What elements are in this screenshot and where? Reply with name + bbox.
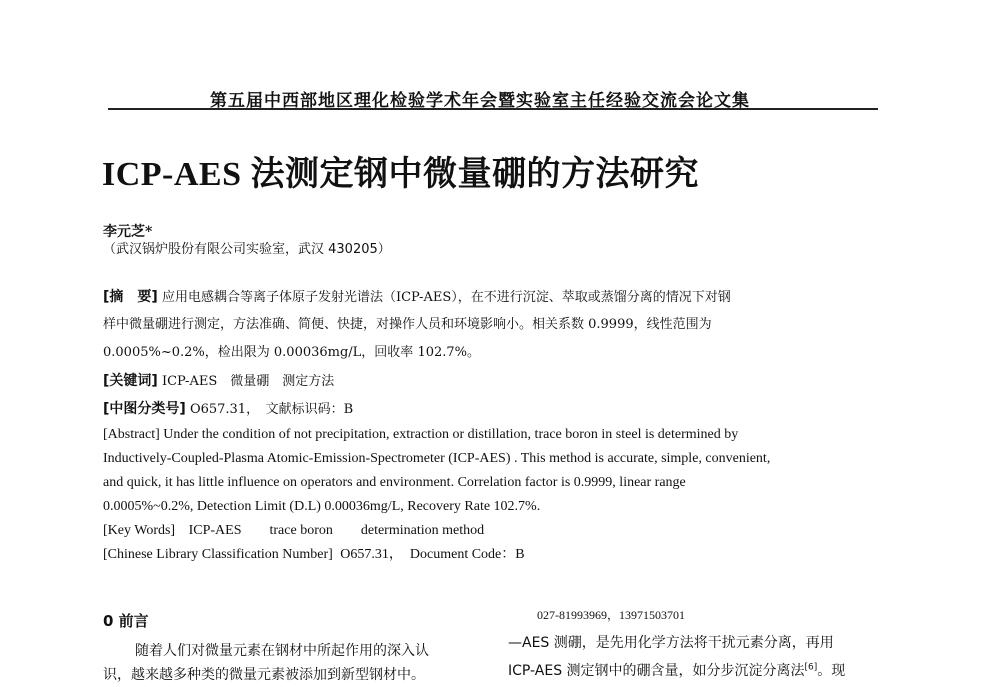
classification-en-label: [Chinese Library Classification Number] bbox=[103, 547, 333, 562]
classification-cn-value: O657.31， 文献标识码：B bbox=[189, 402, 354, 417]
section-title: 0 前言 bbox=[103, 612, 149, 630]
abstract-cn-line-1 bbox=[103, 283, 883, 311]
abstract-en-line-4: 0.0005%~0.2%, Detection Limit (D.L) 0.00036mg/L, Recovery Rate 102.7%. bbox=[103, 499, 541, 514]
body-right-line-1: —AES 测硼，是先用化学方法将干扰元素分离，再用 bbox=[508, 635, 834, 651]
classification-en bbox=[103, 543, 883, 567]
contact-phone: 027-81993969，13971503701 bbox=[537, 608, 685, 622]
abstract-cn-line-3: 0.0005%~0.2%，检出限为 0.00036mg/L，回收率 102.7%。 bbox=[103, 345, 481, 360]
abstract-cn-line-2: 样中微量硼进行测定，方法准确、简便、快捷，对操作人员和环境影响小。相关系数 0.9999，线性范围为 bbox=[103, 317, 712, 332]
abstract-cn-text-1: 应用电感耦合等离子体原子发射光谱法（ICP-AES），在不进行沉淀、萃取或蒸馏分离的情况下对钢 bbox=[161, 290, 731, 305]
body-right-line-2 bbox=[508, 660, 845, 680]
keywords-en bbox=[103, 519, 883, 543]
body-left-line-2: 识，越来越多种类的微量元素被添加到新型钢材中。 bbox=[103, 667, 425, 683]
keywords-en-value: ICP-AES trace boron determination method bbox=[188, 523, 485, 538]
keywords-cn bbox=[103, 367, 883, 395]
abstract-en-line-2: Inductively-Coupled-Plasma Atomic-Emission-Spectrometer (ICP-AES) . This method is accurate, simple, convenient, bbox=[103, 451, 771, 466]
body-left-line-1: 随着人们对微量元素在钢材中所起作用的深入认 bbox=[135, 643, 429, 659]
affiliation: （武汉锅炉股份有限公司实验室，武汉 430205） bbox=[103, 242, 391, 257]
abstract-en-line-3: and quick, it has little influence on operators and environment. Correlation factor is 0.9999, linear range bbox=[103, 475, 686, 490]
classification-cn-label: [中图分类号] bbox=[103, 401, 186, 417]
body-right-text-2-end: 。现 bbox=[817, 663, 846, 679]
author-name: 李元芝* bbox=[103, 224, 153, 240]
citation-marker: [6] bbox=[804, 662, 818, 673]
classification-cn bbox=[103, 395, 883, 423]
abstract-block bbox=[103, 283, 883, 567]
abstract-en-line-1: [Abstract] Under the condition of not precipitation, extraction or distillation, trace boron in steel is determined by bbox=[103, 427, 739, 442]
header-rule bbox=[108, 108, 878, 110]
abstract-cn-label: [摘 要] bbox=[103, 289, 158, 305]
paper-title: ICP-AES 法测定钢中微量硼的方法研究 bbox=[102, 156, 700, 193]
classification-en-value: O657.31， Document Code：B bbox=[340, 547, 525, 562]
keywords-en-label: [Key Words] bbox=[103, 523, 176, 538]
keywords-cn-label: [关键词] bbox=[103, 373, 158, 389]
body-right-text-2: ICP-AES 测定钢中的硼含量，如分步沉淀分离法 bbox=[508, 663, 805, 679]
keywords-cn-value: ICP-AES 微量硼 测定方法 bbox=[161, 374, 335, 389]
running-header: 第五届中西部地区理化检验学术年会暨实验室主任经验交流会论文集 bbox=[210, 91, 750, 111]
